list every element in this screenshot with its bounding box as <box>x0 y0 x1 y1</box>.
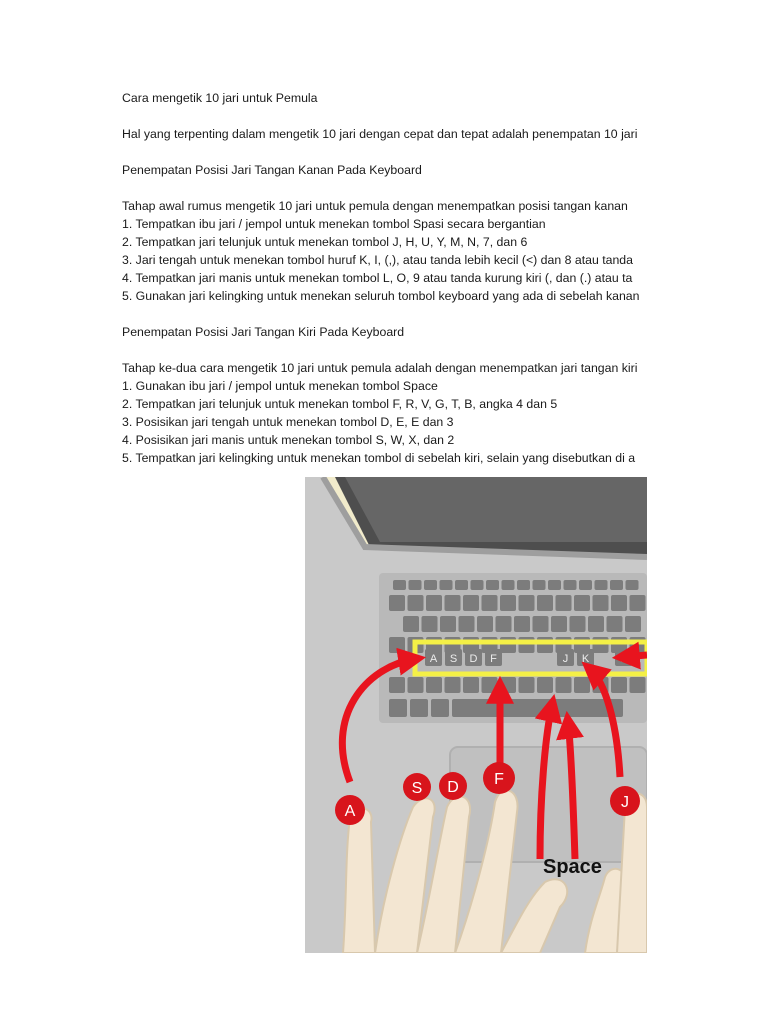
keyboard-key <box>445 595 461 611</box>
keyboard-key <box>626 580 639 590</box>
keyboard-key <box>551 616 567 632</box>
keyboard-key <box>431 699 449 717</box>
keyboard-key <box>403 616 419 632</box>
keyboard-key <box>570 616 586 632</box>
keyboard-key <box>410 699 428 717</box>
keyboard-key <box>389 595 405 611</box>
keyboard-key <box>440 616 456 632</box>
document-title: Cara mengetik 10 jari untuk Pemula <box>122 91 318 105</box>
intro-paragraph: Hal yang terpenting dalam mengetik 10 jari dengan cepat dan tepat adalah penempatan 10 jari <box>122 127 638 141</box>
right-hand-step: 3. Jari tengah untuk menekan tombol huruf K, I, (,), atau tanda lebih kecil (<) dan 8 atau tanda <box>122 253 633 267</box>
keyboard-key <box>463 677 479 693</box>
keyboard-key <box>574 677 590 693</box>
finger-badge-label: F <box>494 771 504 788</box>
home-key-label: S <box>449 653 458 665</box>
keyboard-key <box>455 580 468 590</box>
finger-badge-label: S <box>411 780 423 797</box>
keyboard-key <box>519 677 535 693</box>
keyboard-key <box>574 595 590 611</box>
left-hand-step: 4. Posisikan jari manis untuk menekan tombol S, W, X, dan 2 <box>122 433 455 447</box>
keyboard-key <box>500 637 516 653</box>
keyboard-key <box>514 616 530 632</box>
keyboard-key <box>556 677 572 693</box>
keyboard-key <box>579 580 592 590</box>
finger-badge-label: J <box>621 794 629 811</box>
home-key-label: D <box>469 653 478 665</box>
home-key-label: L <box>620 653 627 665</box>
keyboard-key <box>593 637 609 653</box>
keyboard-key <box>611 595 627 611</box>
keyboard-key <box>408 677 424 693</box>
keyboard-key <box>537 677 553 693</box>
keyboard-key <box>630 595 646 611</box>
keyboard-key <box>502 580 515 590</box>
keyboard-key <box>611 677 627 693</box>
keyboard-key <box>463 595 479 611</box>
keyboard-illustration <box>305 477 647 953</box>
spacebar-key <box>463 699 623 717</box>
keyboard-key <box>537 595 553 611</box>
keyboard-key <box>424 580 437 590</box>
home-key-label: F <box>490 653 497 665</box>
home-key-label: J <box>562 653 569 665</box>
keyboard-key <box>595 580 608 590</box>
left-hand-lead: Tahap ke-dua cara mengetik 10 jari untuk pemula adalah dengan menempatkan jari tangan kiri <box>122 361 638 375</box>
right-hand-step: 2. Tempatkan jari telunjuk untuk menekan tombol J, H, U, Y, M, N, 7, dan 6 <box>122 235 528 249</box>
finger-badge-label: D <box>447 779 459 796</box>
keyboard-key <box>389 677 405 693</box>
right-hand-step: 5. Gunakan jari kelingking untuk menekan seluruh tombol keyboard yang ada di sebelah kanan <box>122 289 640 303</box>
left-hand-step: 1. Gunakan ibu jari / jempol untuk menekan tombol Space <box>122 379 438 393</box>
keyboard-key <box>471 580 484 590</box>
keyboard-key <box>607 616 623 632</box>
right-hand-step: 4. Tempatkan jari manis untuk menekan tombol L, O, 9 atau tanda kurung kiri (, dan (.) atau ta <box>122 271 633 285</box>
left-hand-step: 5. Tempatkan jari kelingking untuk menekan tombol di sebelah kiri, selain yang disebutkan di a <box>122 451 636 465</box>
keyboard-key <box>486 580 499 590</box>
keyboard-key <box>533 580 546 590</box>
keyboard-key <box>610 580 623 590</box>
left-hand-heading: Penempatan Posisi Jari Tangan Kiri Pada Keyboard <box>122 325 405 339</box>
keyboard-key <box>519 637 535 653</box>
keyboard-key <box>517 580 530 590</box>
keyboard-key <box>500 595 516 611</box>
keyboard-key <box>482 595 498 611</box>
keyboard-key <box>408 595 424 611</box>
keyboard-key <box>496 616 512 632</box>
space-label: Space <box>543 856 602 878</box>
left-hand-step: 2. Tempatkan jari telunjuk untuk menekan tombol F, R, V, G, T, B, angka 4 dan 5 <box>122 397 558 411</box>
keyboard-key <box>389 699 407 717</box>
home-key-label: K <box>581 653 590 665</box>
keyboard-key <box>477 616 493 632</box>
keyboard-key <box>588 616 604 632</box>
keyboard-key <box>537 637 553 653</box>
keyboard-key <box>533 616 549 632</box>
keyboard-key <box>556 595 572 611</box>
keyboard-key <box>630 677 646 693</box>
keyboard-key <box>482 677 498 693</box>
keyboard-key <box>548 580 561 590</box>
keyboard-key <box>459 616 475 632</box>
right-hand-lead: Tahap awal rumus mengetik 10 jari untuk pemula dengan menempatkan posisi tangan kanan <box>122 199 628 213</box>
keyboard-key <box>519 595 535 611</box>
keyboard-key <box>409 580 422 590</box>
home-key-label: A <box>429 653 438 665</box>
keyboard-key <box>593 595 609 611</box>
keyboard-key <box>426 677 442 693</box>
keyboard-key <box>564 580 577 590</box>
document-body <box>122 89 647 467</box>
keyboard-key <box>426 595 442 611</box>
right-hand-step: 1. Tempatkan ibu jari / jempol untuk menekan tombol Spasi secara bergantian <box>122 217 546 231</box>
keyboard-key <box>422 616 438 632</box>
keyboard-key <box>440 580 453 590</box>
keyboard-key <box>625 616 641 632</box>
keyboard-key <box>393 580 406 590</box>
keyboard-key <box>445 677 461 693</box>
finger-badge-label: A <box>344 803 356 820</box>
right-hand-heading: Penempatan Posisi Jari Tangan Kanan Pada Keyboard <box>122 163 422 177</box>
keyboard-key <box>389 637 405 653</box>
left-hand-step: 3. Posisikan jari tengah untuk menekan tombol D, E, E dan 3 <box>122 415 454 429</box>
